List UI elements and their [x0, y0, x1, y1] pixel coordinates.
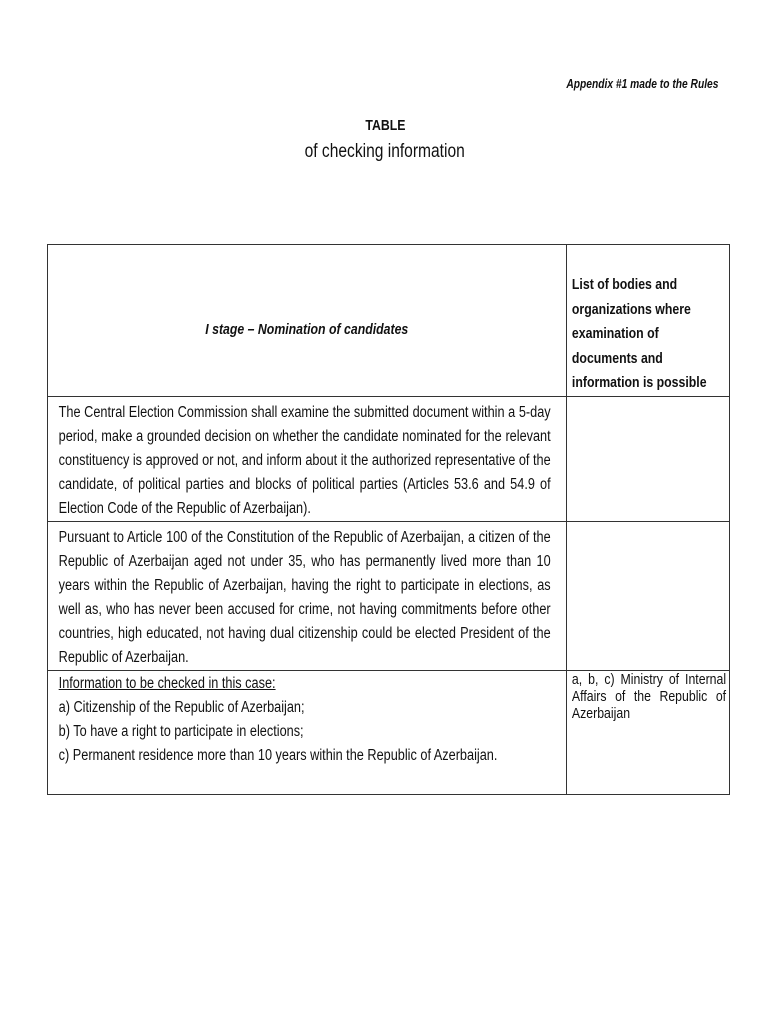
table-row — [48, 670, 730, 794]
document-subtitle — [0, 141, 770, 163]
stage-header — [48, 318, 566, 342]
article-100-cell — [48, 521, 567, 670]
document-title — [0, 117, 770, 134]
info-checked-cell — [48, 670, 567, 794]
ministry-org-cell — [567, 670, 730, 794]
checking-information-table — [47, 244, 730, 795]
article-100-org-cell — [567, 521, 730, 670]
stage-header-text: I stage – Nomination of candidates — [205, 321, 409, 338]
document-subtitle-text: of checking information — [304, 141, 466, 162]
ministry-org-text: a, b, c) Ministry of Internal Affairs of the Republic of Azerbaijan — [571, 670, 727, 722]
cec-examination-text: The Central Election Commission shall examine the submitted document within a 5-day period, make a grounded decision on whether the candidate nominated for the relevant constituency is approved or not, and inform about it the authorized representative of the candidate, of political parties and blocks of political parties (Articles 53.6 and 54.9 of Election Code of the Republic of Azerbaijan). — [58, 403, 551, 517]
cec-org-cell — [567, 396, 730, 521]
bodies-header-cell — [567, 245, 730, 397]
list-item: b) To have a right to participate in elections; — [58, 722, 304, 740]
list-item: a) Citizenship of the Republic of Azerbaijan; — [58, 698, 305, 716]
table-header-row — [48, 245, 730, 397]
bodies-header: List of bodies and organizations where examination of documents and information is possible — [571, 276, 707, 391]
document-title-text: TABLE — [364, 117, 406, 134]
info-checked-heading: Information to be checked in this case: — [58, 674, 276, 692]
stage-header-cell — [48, 245, 567, 397]
table-row — [48, 396, 730, 521]
info-checked-block — [48, 671, 551, 768]
cec-examination-cell — [48, 396, 567, 521]
table-row — [48, 521, 730, 670]
appendix-note: Appendix #1 made to the Rules — [565, 77, 718, 91]
article-100-text: Pursuant to Article 100 of the Constitution of the Republic of Azerbaijan, a citizen of the Republic of Azerbaijan aged not under 35, who has permanently lived more than 10 years within the Republic of Azerbaijan, having the right to participate in elections, as well as, who has never been accused for crime, not having commitments before other countries, high educated, not having dual citizenship could be elected President of the Republic of Azerbaijan. — [58, 528, 551, 666]
list-item: c) Permanent residence more than 10 years within the Republic of Azerbaijan. — [58, 746, 498, 764]
